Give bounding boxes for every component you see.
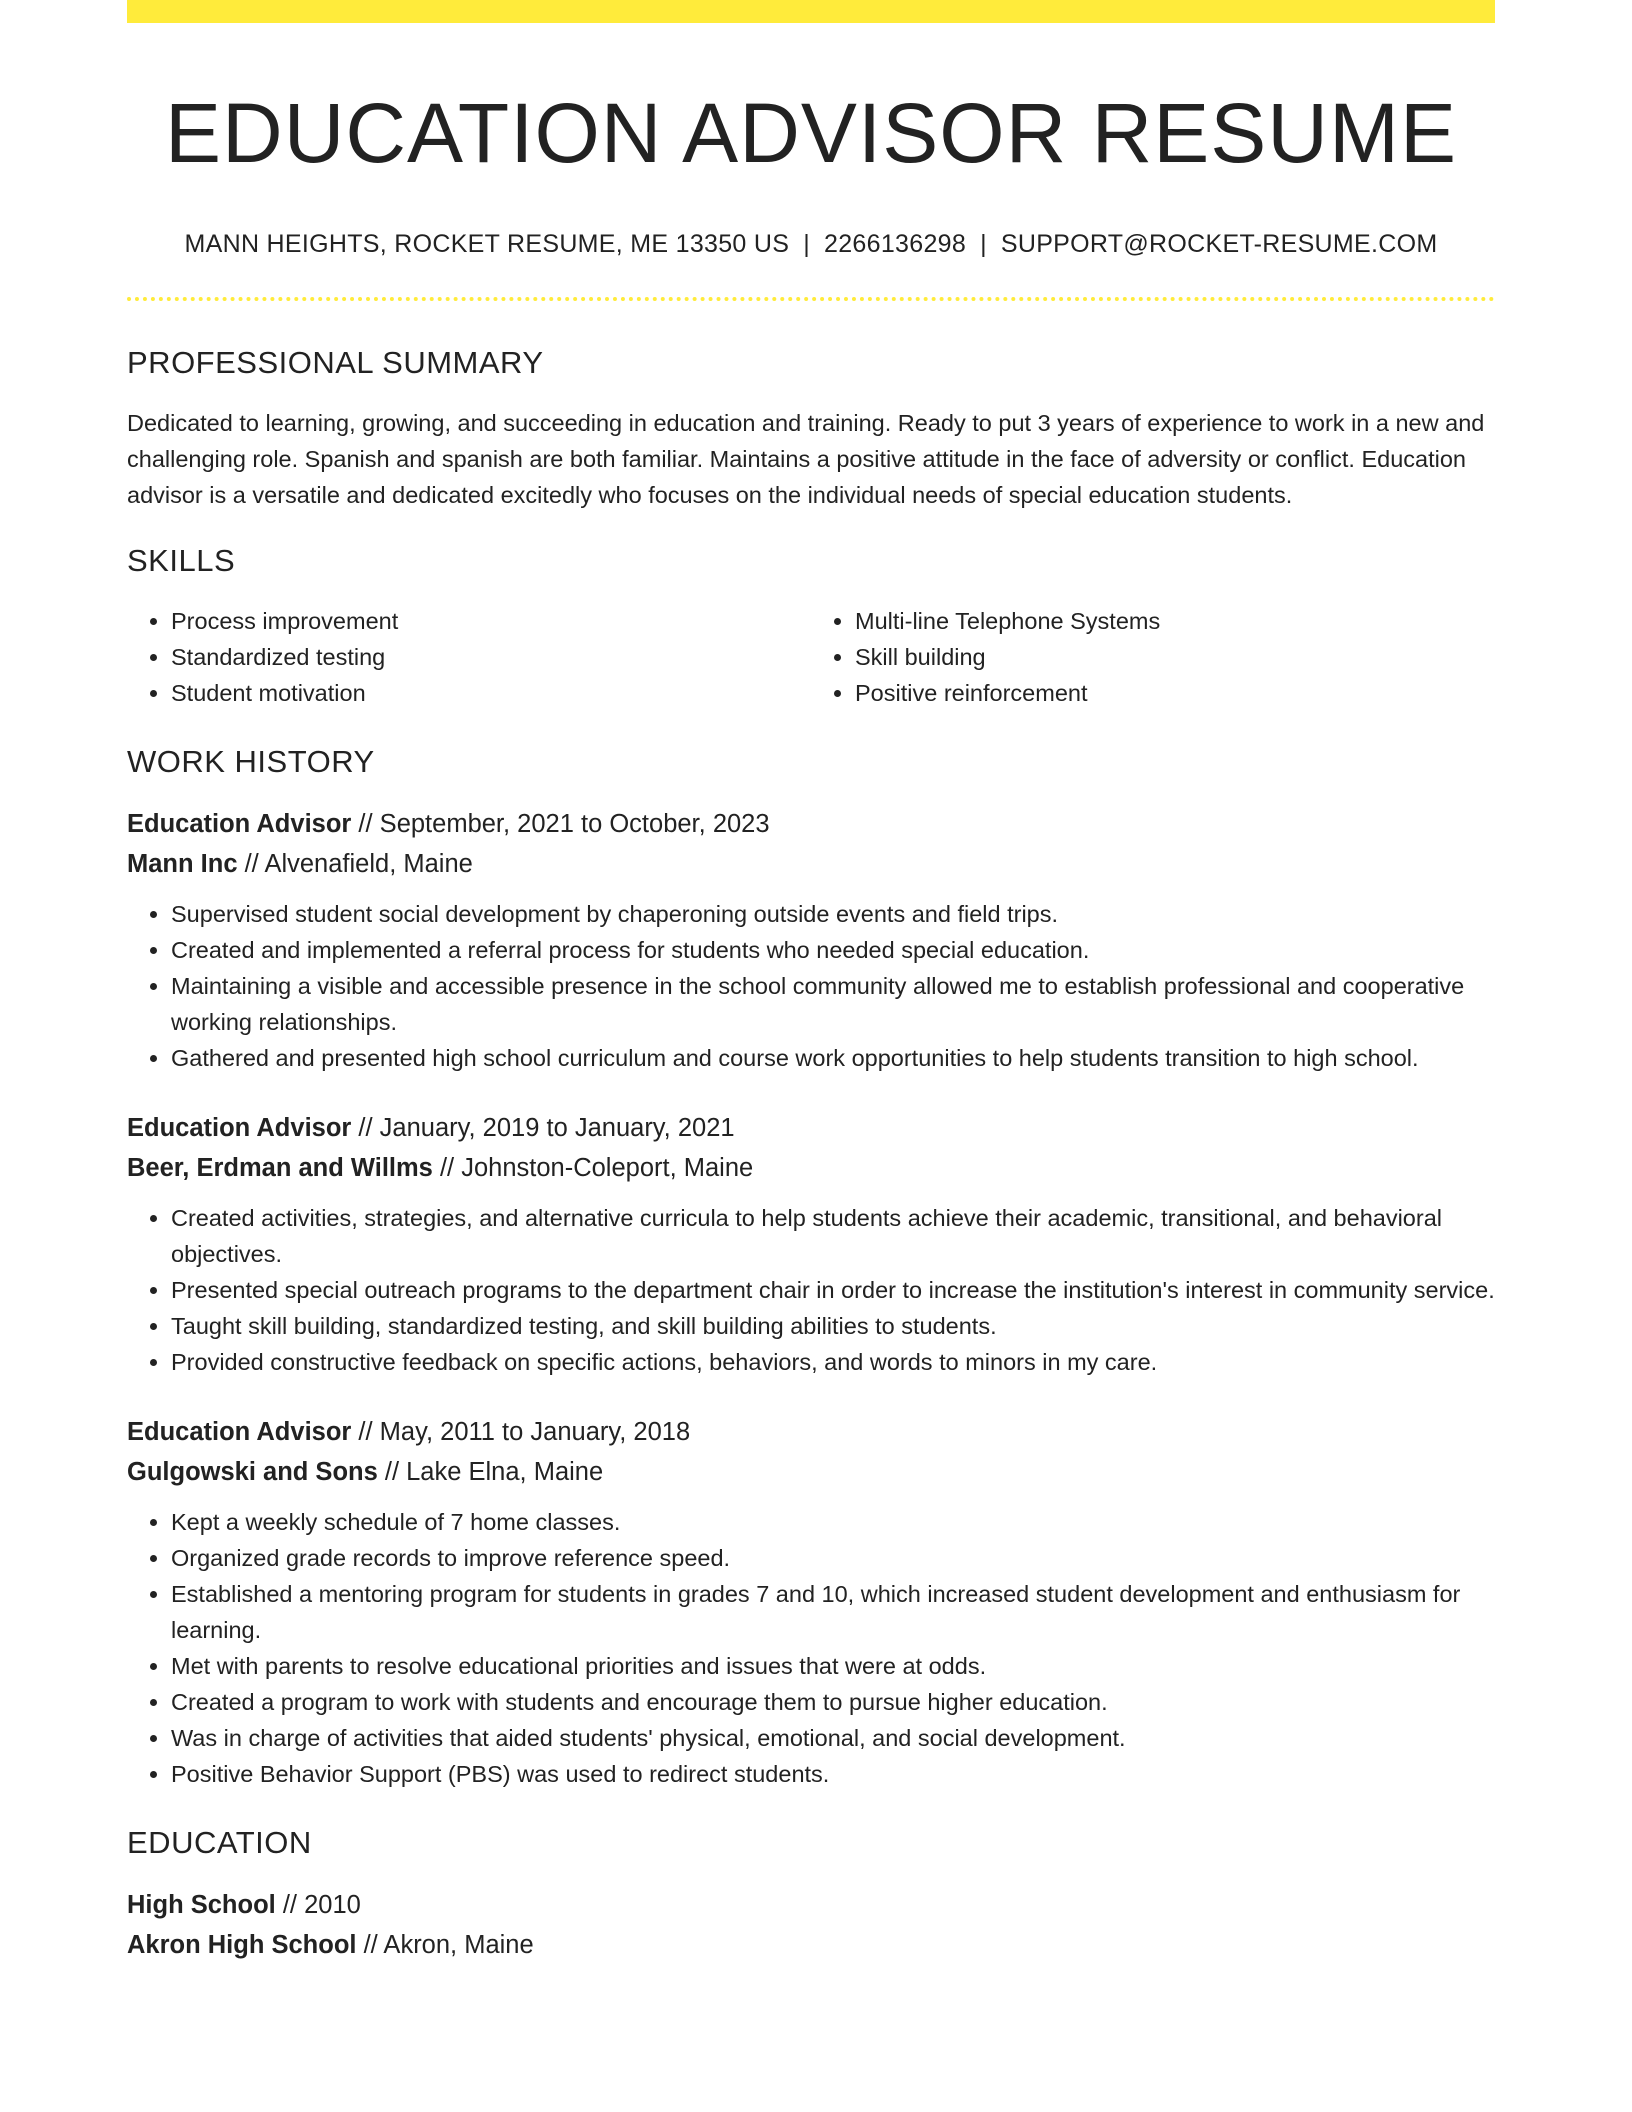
contact-separator: | [803, 229, 811, 258]
job-bullet: • Maintaining a visible and accessible presence in the school community allowed me to establish professional and cooperative working relationships. [171, 968, 1495, 1040]
education-heading: EDUCATION [127, 1824, 312, 1860]
job-bullets [127, 1504, 1495, 1792]
accent-top-bar [127, 0, 1495, 23]
job-location: // Johnston-Coleport, Maine [432, 1153, 754, 1182]
job-company-line [127, 1148, 1495, 1188]
job-company: Gulgowski and Sons [127, 1457, 378, 1486]
skill-item: • Skill building [855, 639, 1495, 675]
job-bullet: • Created and implemented a referral process for students who needed special education. [171, 932, 1495, 968]
contact-line [127, 230, 1495, 259]
contact-separator: | [980, 229, 987, 258]
job-role: Education Advisor [127, 1417, 352, 1446]
job-bullet: • Created a program to work with students and encourage them to pursue higher education. [171, 1684, 1495, 1720]
job-dates: // September, 2021 to October, 2023 [351, 809, 770, 838]
job-company-line [127, 1452, 1495, 1492]
skill-item: • Process improvement [171, 603, 811, 639]
summary-text: Dedicated to learning, growing, and succeeding in education and training. Ready to put 3 years of experience to work in a new and challenging role. Spanish and spanish are both familiar. Maintains a positive attitude in the face of adversity or conflict. Education advisor is a versatile and dedicated excitedly who focuses on the individual needs of special education students. [127, 409, 1485, 508]
job-bullet: • Kept a weekly schedule of 7 home classes. [171, 1504, 1495, 1540]
job-role-line [127, 1412, 1495, 1452]
contact-phone: 2266136298 [824, 229, 967, 258]
job-role: Education Advisor [127, 1113, 352, 1142]
job-company: Beer, Erdman and Willms [127, 1153, 433, 1182]
skills-heading: SKILLS [127, 542, 236, 578]
summary-heading: PROFESSIONAL SUMMARY [127, 344, 544, 380]
job-bullet: • Established a mentoring program for students in grades 7 and 10, which increased student development and enthusiasm for learning. [171, 1576, 1495, 1648]
job-bullet: • Taught skill building, standardized testing, and skill building abilities to students. [171, 1308, 1495, 1344]
job-bullet: • Positive Behavior Support (PBS) was used to redirect students. [171, 1756, 1495, 1792]
job-bullet: • Gathered and presented high school curriculum and course work opportunities to help students transition to high school. [171, 1040, 1495, 1076]
work-history-heading: WORK HISTORY [127, 743, 375, 779]
education-location: // Akron, Maine [356, 1930, 534, 1959]
education-entry [127, 1885, 1495, 1965]
education-degree-line [127, 1885, 1495, 1925]
job-location: // Alvenafield, Maine [237, 849, 473, 878]
education-school: Akron High School [127, 1930, 357, 1959]
job-location: // Lake Elna, Maine [377, 1457, 604, 1486]
job-dates: // May, 2011 to January, 2018 [351, 1417, 691, 1446]
skill-item: • Positive reinforcement [855, 675, 1495, 711]
skill-item: • Standardized testing [171, 639, 811, 675]
skill-item: • Multi-line Telephone Systems [855, 603, 1495, 639]
job-bullet: • Organized grade records to improve reference speed. [171, 1540, 1495, 1576]
job-bullets [127, 1200, 1495, 1380]
education-school-line [127, 1925, 1495, 1965]
job-bullets [127, 896, 1495, 1076]
job-bullet: • Provided constructive feedback on specific actions, behaviors, and words to minors in my care. [171, 1344, 1495, 1380]
skill-item: • Student motivation [171, 675, 811, 711]
job-role-line [127, 1108, 1495, 1148]
job-company: Mann Inc [127, 849, 238, 878]
dotted-divider [127, 297, 1495, 301]
job-dates: // January, 2019 to January, 2021 [351, 1113, 735, 1142]
education-degree: High School [127, 1890, 276, 1919]
job-bullet: • Supervised student social development by chaperoning outside events and field trips. [171, 896, 1495, 932]
education-year: // 2010 [275, 1890, 361, 1919]
job-role: Education Advisor [127, 809, 352, 838]
job-bullet: • Created activities, strategies, and alternative curricula to help students achieve their academic, transitional, and behavioral objectives. [171, 1200, 1495, 1272]
job-entry [127, 804, 1495, 1076]
contact-address: MANN HEIGHTS, ROCKET RESUME, ME 13350 US [184, 229, 790, 258]
skills-column-right [811, 603, 1495, 711]
skills-list [127, 603, 1495, 711]
contact-email: SUPPORT@ROCKET-RESUME.COM [1000, 229, 1438, 258]
job-company-line [127, 844, 1495, 884]
job-entry [127, 1108, 1495, 1380]
job-entry [127, 1412, 1495, 1792]
job-role-line [127, 804, 1495, 844]
job-bullet: • Presented special outreach programs to the department chair in order to increase the institution's interest in community service. [171, 1272, 1495, 1308]
job-bullet: • Was in charge of activities that aided students' physical, emotional, and social development. [171, 1720, 1495, 1756]
job-bullet: • Met with parents to resolve educational priorities and issues that were at odds. [171, 1648, 1495, 1684]
resume-page [127, 0, 1495, 1965]
skills-column-left [127, 603, 811, 711]
resume-title: EDUCATION ADVISOR RESUME [165, 86, 1457, 180]
